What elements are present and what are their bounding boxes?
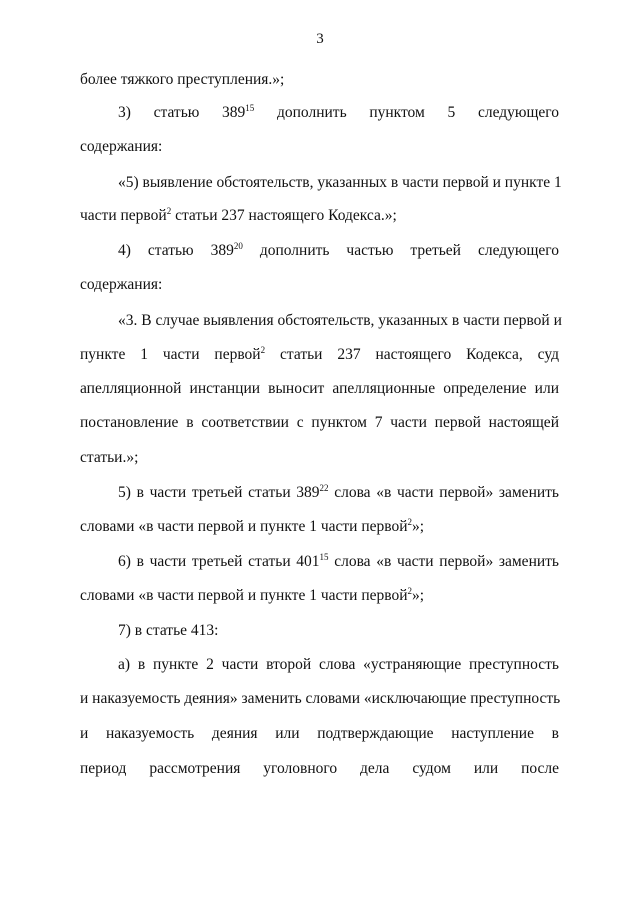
text-segment: дополнить пунктом 5 следующего [254, 104, 560, 121]
text-segment: словами «в части первой и пункте 1 части первой [80, 518, 408, 535]
text-line [80, 518, 559, 536]
text-segment: а) в пункте 2 части второй слова «устраняющие преступность [118, 656, 559, 673]
text-segment: пункте 1 части первой [80, 346, 261, 363]
superscript: 22 [319, 483, 329, 493]
text-segment: дополнить частью третьей следующего [242, 242, 559, 259]
text-line [80, 71, 559, 89]
text-segment: 5) в части третьей статьи 389 [118, 484, 320, 501]
text-segment: слова «в части первой» заменить [328, 484, 559, 501]
text-segment: »; [412, 518, 425, 535]
text-segment: статьи 237 настоящего Кодекса.»; [171, 207, 397, 224]
text-line [118, 553, 559, 571]
text-line [80, 725, 559, 743]
text-line [80, 276, 559, 294]
text-line [118, 174, 562, 192]
text-line [118, 484, 559, 502]
superscript: 20 [233, 241, 243, 251]
page-number: 3 [316, 31, 324, 47]
text-line [118, 104, 559, 122]
text-segment: части первой [80, 207, 167, 224]
text-segment: содержания: [80, 138, 163, 155]
text-segment: статьи.»; [80, 449, 139, 466]
text-line [80, 690, 559, 708]
superscript: 2 [407, 517, 413, 527]
text-segment: слова «в части первой» заменить [328, 553, 559, 570]
text-segment: и наказуемость деяния или подтверждающие наступление в [80, 725, 559, 742]
text-segment: «5) выявление обстоятельств, указанных в части первой и пункте 1 [118, 174, 562, 191]
text-line [80, 414, 559, 432]
text-line [118, 622, 597, 640]
text-line [80, 380, 559, 398]
text-segment: «3. В случае выявления обстоятельств, указанных в части первой и [118, 312, 562, 329]
text-segment: 7) в статье 413: [118, 622, 219, 639]
text-line [80, 587, 559, 605]
text-line [118, 312, 562, 330]
text-segment: постановление в соответствии с пунктом 7 части первой настоящей [80, 414, 559, 431]
text-segment: содержания: [80, 276, 163, 293]
text-line [118, 656, 559, 674]
text-segment: словами «в части первой и пункте 1 части первой [80, 587, 408, 604]
text-segment: статьи 237 настоящего Кодекса, суд [265, 346, 559, 363]
text-line [80, 760, 559, 778]
superscript: 15 [319, 552, 329, 562]
text-line [118, 242, 559, 260]
text-segment: 4) статью 389 [118, 242, 234, 259]
text-line [80, 138, 559, 156]
text-line [80, 346, 559, 364]
text-segment: и наказуемость деяния» заменить словами «исключающие преступность [80, 690, 561, 707]
superscript: 2 [166, 206, 172, 216]
superscript: 15 [245, 103, 255, 113]
superscript: 2 [260, 345, 266, 355]
text-segment: апелляционной инстанции выносит апелляционные определение или [80, 380, 559, 397]
text-segment: 3) статью 389 [118, 104, 246, 121]
text-segment: 6) в части третьей статьи 401 [118, 553, 320, 570]
text-segment: более тяжкого преступления.»; [80, 71, 285, 88]
text-segment: »; [412, 587, 425, 604]
text-line [80, 449, 559, 467]
text-line [80, 207, 559, 225]
superscript: 2 [407, 586, 413, 596]
text-segment: период рассмотрения уголовного дела судом или после [80, 760, 559, 777]
